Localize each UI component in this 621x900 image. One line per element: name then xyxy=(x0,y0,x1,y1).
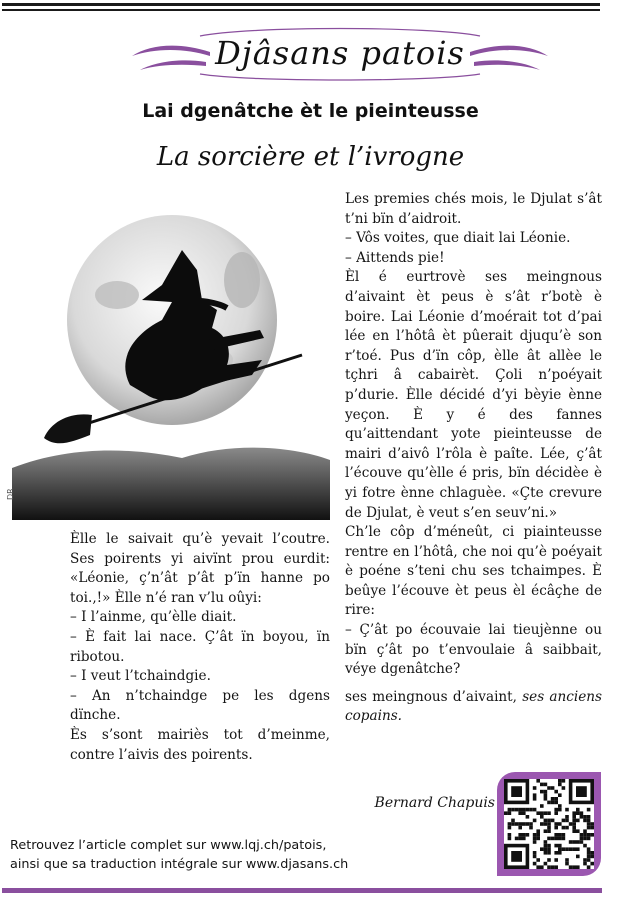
footer xyxy=(10,836,490,874)
top-rule-thick xyxy=(2,3,600,6)
right-column xyxy=(345,190,602,727)
image-credit: DR xyxy=(6,488,15,500)
glossary-term: ses meingnous d’aivaint, xyxy=(345,688,517,705)
top-rule-thin xyxy=(2,9,600,11)
footer-line-translation: ainsi que sa traduction intégrale sur www.djasans.ch xyxy=(10,857,349,872)
masthead xyxy=(130,22,550,82)
left-column xyxy=(70,530,330,765)
glossary-note xyxy=(345,688,602,727)
paragraph: Èl é eurtrovè ses meingnous d’aivaint èt peus è s’ât r’botè è boire. Lai Léonie d’moérait tot d’pai lée en l’hôtâ èt pûerait djuqu’è son r’toé. Pus d’ïn côp, èlle ât allèe le tçhri â cabairèt. Çoli n’poéyait p’durie. Èlle décidé d’yi bèyie ènne yeçon. È y é des fannes qu’aittendant yote pieinteusse de mairi d’aivô l’rôla è paîte. Lée, ç’ât l’écouve qu’èlle é pris, bïn décidèe è yi fotre ènne chlaguèe. «Çte crevure de Djulat, è veut s’en seuv’ni.» xyxy=(345,269,602,521)
paragraph: – È fait lai nace. Ç’ât ïn boyou, ïn ribotou. xyxy=(70,628,330,665)
broom-bristles xyxy=(44,414,92,443)
paragraph: – Ç’ât po écouvaie lai tieujènne ou bïn ç’ât po t’envoulaie â saibbait, véye dgenâtche? xyxy=(345,622,602,678)
paragraph: Les premies chés mois, le Djulat s’ât t’ni bïn d’aidroit. xyxy=(345,191,602,227)
qr-code-icon[interactable] xyxy=(504,779,594,869)
author-signature: Bernard Chapuis xyxy=(374,795,495,811)
paragraph: – An n’tchaindge pe les dgens dïnche. xyxy=(70,687,330,724)
bottom-rule xyxy=(2,888,602,893)
paragraph: – I veut l’tchaindgie. xyxy=(70,668,211,685)
paragraph: – I l’ainme, qu’èlle diait. xyxy=(70,609,237,626)
glossary-translation: ses anciens copains. xyxy=(345,688,602,725)
article-headline: Lai dgenâtche èt le pieinteusse xyxy=(142,100,479,122)
qr-code-box[interactable] xyxy=(497,772,601,876)
masthead-title: Djâsans patois xyxy=(215,34,465,72)
hills xyxy=(12,448,330,520)
paragraph: Èlle le saivait qu’è yevait l’coutre. Ses poirents yi aivïnt prou eurdit: «Léonie, ç’n’ât p’ât p’ïn hanne po toi.,!» Èlle n’é ran v’lu oûyi: xyxy=(70,531,330,606)
paragraph: Ch’le côp d’méneût, ci piainteusse rentre en l’hôtâ, che noi qu’è poéyait è poéne s’teni chu ses tchaimpes. È beûye l’écouve èt peus èl écâçhe de rire: xyxy=(345,524,602,619)
footer-line-article: Retrouvez l’article complet sur www.lqj.ch/patois, xyxy=(10,838,327,853)
paragraph: – Aittends pie! xyxy=(345,249,445,266)
paragraph: – Vôs voites, que diait lai Léonie. xyxy=(345,230,571,247)
paragraph: Ès s’sont mairiès tot d’meinme, contre l’aivis des poirents. xyxy=(70,726,330,763)
witch-moon-illustration xyxy=(12,210,330,520)
article-subtitle: La sorcière et l’ivrogne xyxy=(156,142,465,172)
